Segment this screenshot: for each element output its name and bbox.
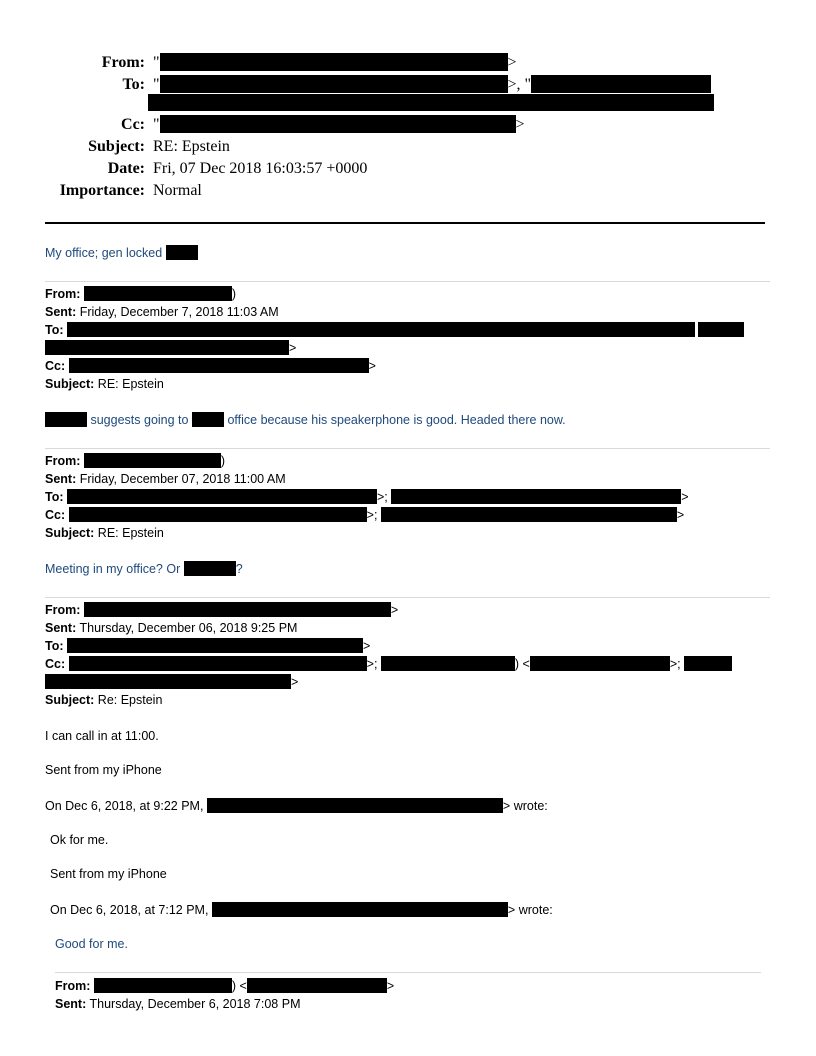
redaction [69,358,369,373]
redaction [207,798,503,813]
msg1-sent-row: Sent: Friday, December 7, 2018 11:03 AM [45,305,279,319]
redaction [247,978,387,993]
msg3-body: I can call in at 11:00. [45,729,159,743]
redaction [530,656,670,671]
redaction [67,489,377,504]
msg3-sent-row: Sent: Thursday, December 06, 2018 9:25 PM [45,621,298,635]
redaction [45,340,289,355]
msg4-sent-row: Sent: Thursday, December 6, 2018 7:08 PM [55,997,301,1011]
quote1-body: Ok for me. [50,833,109,847]
redaction [69,656,367,671]
msg2-body: Meeting in my office? Or ? [45,562,243,576]
msg1-from-row: From: ) [45,287,237,301]
msg2-sent: Friday, December 07, 2018 11:00 AM [79,472,286,486]
quote1-signature: Sent from my iPhone [50,867,167,881]
header-from-row: From: " > [40,52,517,74]
msg1-to-row-cont: > [45,339,296,357]
divider [55,972,761,973]
msg3-to-row: To: > [45,639,371,653]
divider [45,597,770,598]
redaction [148,94,714,111]
redaction [212,902,508,917]
msg3-subject-row: Subject: Re: Epstein [45,693,163,707]
header-cc-label: Cc: [121,116,145,133]
header-subject: RE: Epstein [153,138,230,155]
msg1-sent: Friday, December 7, 2018 11:03 AM [79,305,279,319]
header-importance: Normal [153,182,202,199]
header-to-label: To: [122,76,145,93]
redaction [160,115,516,133]
header-subject-label: Subject: [88,138,145,155]
redaction [67,322,695,337]
msg3-quote-line: On Dec 6, 2018, at 9:22 PM, > wrote: [45,799,548,813]
msg1-subject: RE: Epstein [97,377,164,391]
msg3-cc-row-cont: > [45,673,298,691]
msg1-cc-row: Cc: > [45,359,376,373]
header-date-label: Date: [107,160,145,177]
divider [45,448,770,449]
msg3-signature: Sent from my iPhone [45,763,162,777]
msg3-subject: Re: Epstein [97,693,163,707]
msg2-subject-row: Subject: RE: Epstein [45,526,164,540]
redaction [45,674,291,689]
msg2-to-row: To: >; > [45,490,689,504]
header-cc-row: Cc: " > [40,114,525,136]
msg3-cc-row: Cc: >; ) < >; [45,655,732,673]
msg4-sent: Thursday, December 6, 2018 7:08 PM [89,997,301,1011]
msg3-from-row: From: > [45,603,399,617]
redaction [160,53,508,71]
msg1-subject-row: Subject: RE: Epstein [45,377,164,391]
msg2-from-row: From: ) [45,454,226,468]
msg2-cc-row: Cc: >; > [45,508,685,522]
header-from-label: From: [101,54,145,71]
redaction [381,507,677,522]
redaction [84,602,391,617]
header-to-row: To: " >, " [40,74,711,96]
redaction [69,507,367,522]
header-date: Fri, 07 Dec 2018 16:03:57 +0000 [153,160,368,177]
header-importance-label: Importance: [59,182,145,199]
quote2-body: Good for me. [55,937,128,951]
header-subject-row [40,136,230,158]
header-divider [45,222,765,224]
top-body: My office; gen locked [45,244,198,262]
msg2-subject: RE: Epstein [97,526,164,540]
quote1-quote-line: On Dec 6, 2018, at 7:12 PM, > wrote: [50,903,553,917]
redaction [67,638,363,653]
divider [45,281,770,282]
redaction [184,561,236,576]
msg1-to-row: To: [45,321,744,339]
redaction [166,245,198,260]
msg1-body: suggests going to office because his speakerphone is good. Headed there now. [45,411,566,429]
redaction [94,978,232,993]
msg2-sent-row: Sent: Friday, December 07, 2018 11:00 AM [45,472,286,486]
redaction [391,489,681,504]
redaction [84,453,221,468]
msg4-from-row: From: ) < > [55,979,395,993]
msg3-sent: Thursday, December 06, 2018 9:25 PM [79,621,298,635]
redaction [531,75,711,93]
header-date-row [40,158,367,180]
redaction [160,75,508,93]
redaction [698,322,744,337]
redaction [84,286,232,301]
header-importance-row [40,180,202,202]
redaction [45,412,87,427]
redaction [192,412,224,427]
redaction [684,656,732,671]
redaction [381,656,515,671]
